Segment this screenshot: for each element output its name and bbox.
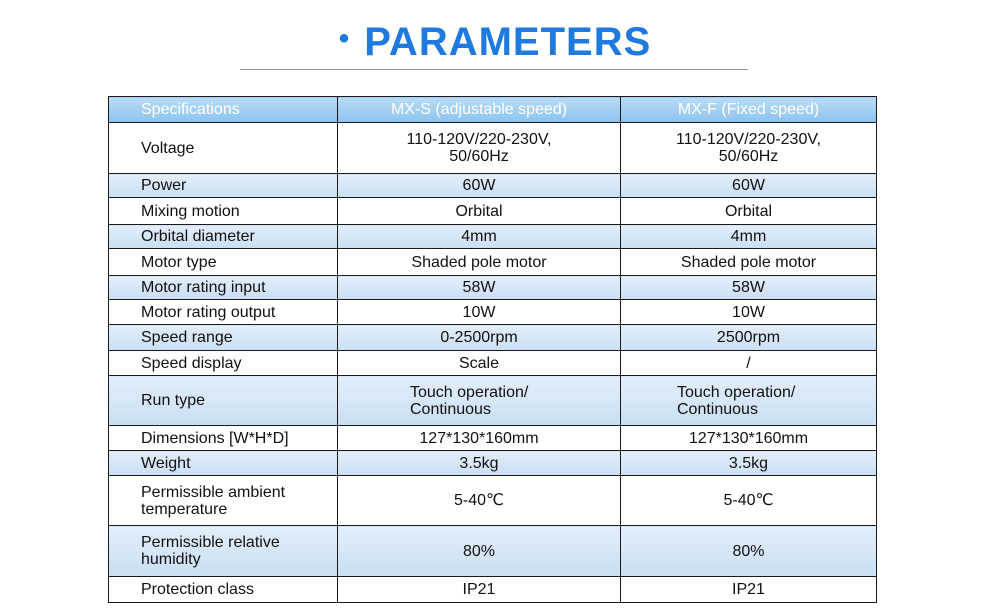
mx-f-value: 60W <box>621 174 877 198</box>
table-row <box>109 300 877 325</box>
row-label: Protection class <box>109 577 338 603</box>
mx-f-value: Orbital <box>621 198 877 225</box>
row-label: Dimensions [W*H*D] <box>109 426 338 451</box>
mx-f-value: 3.5kg <box>621 451 877 476</box>
mx-s-value: 58W <box>338 276 621 300</box>
mx-s-value: 110-120V/220-230V, 50/60Hz <box>338 123 621 174</box>
table-row <box>109 225 877 249</box>
row-label: Motor type <box>109 249 338 276</box>
mx-s-value: Touch operation/ Continuous <box>338 376 621 426</box>
title-divider <box>240 69 748 70</box>
mx-s-value: 80% <box>338 526 621 577</box>
table-row <box>109 123 877 174</box>
row-label: Motor rating input <box>109 276 338 300</box>
mx-f-value: 2500rpm <box>621 325 877 351</box>
table-row <box>109 276 877 300</box>
table-row <box>109 476 877 526</box>
row-label: Speed display <box>109 351 338 376</box>
mx-s-value: IP21 <box>338 577 621 603</box>
mx-f-value: 110-120V/220-230V, 50/60Hz <box>621 123 877 174</box>
mx-s-value: 4mm <box>338 225 621 249</box>
table-row <box>109 351 877 376</box>
mx-f-value: 5-40℃ <box>621 476 877 526</box>
table-row <box>109 451 877 476</box>
table-row <box>109 174 877 198</box>
specifications-table <box>108 96 877 603</box>
mx-s-value: 127*130*160mm <box>338 426 621 451</box>
table-row <box>109 198 877 225</box>
row-label: Power <box>109 174 338 198</box>
row-label: Speed range <box>109 325 338 351</box>
table-row <box>109 325 877 351</box>
mx-s-value: Scale <box>338 351 621 376</box>
mx-s-value: 5-40℃ <box>338 476 621 526</box>
mx-s-value: Shaded pole motor <box>338 249 621 276</box>
page-title-text: PARAMETERS <box>364 20 652 64</box>
mx-f-value: 58W <box>621 276 877 300</box>
mx-s-value: Orbital <box>338 198 621 225</box>
table-row <box>109 249 877 276</box>
table-row <box>109 426 877 451</box>
mx-s-value: 0-2500rpm <box>338 325 621 351</box>
mx-f-value: Shaded pole motor <box>621 249 877 276</box>
row-label: Motor rating output <box>109 300 338 325</box>
mx-f-value: 10W <box>621 300 877 325</box>
table-header-row <box>109 97 877 123</box>
mx-f-value: IP21 <box>621 577 877 603</box>
mx-f-value: 127*130*160mm <box>621 426 877 451</box>
mx-s-value: 10W <box>338 300 621 325</box>
column-header-mx-s: MX-S (adjustable speed) <box>338 97 621 123</box>
table-row <box>109 526 877 577</box>
mx-f-value: 80% <box>621 526 877 577</box>
mx-s-value: 60W <box>338 174 621 198</box>
mx-f-value: Touch operation/ Continuous <box>621 376 877 426</box>
column-header-mx-f: MX-F (Fixed speed) <box>621 97 877 123</box>
row-label: Voltage <box>109 123 338 174</box>
table-row <box>109 376 877 426</box>
bullet-icon: • <box>338 22 351 56</box>
column-header-specifications: Specifications <box>109 97 338 123</box>
mx-f-value: / <box>621 351 877 376</box>
table-row <box>109 577 877 603</box>
row-label: Permissible relative humidity <box>109 526 338 577</box>
row-label: Mixing motion <box>109 198 338 225</box>
mx-s-value: 3.5kg <box>338 451 621 476</box>
row-label: Weight <box>109 451 338 476</box>
row-label: Permissible ambient temperature <box>109 476 338 526</box>
row-label: Orbital diameter <box>109 225 338 249</box>
mx-f-value: 4mm <box>621 225 877 249</box>
row-label: Run type <box>109 376 338 426</box>
page-title <box>0 20 990 65</box>
